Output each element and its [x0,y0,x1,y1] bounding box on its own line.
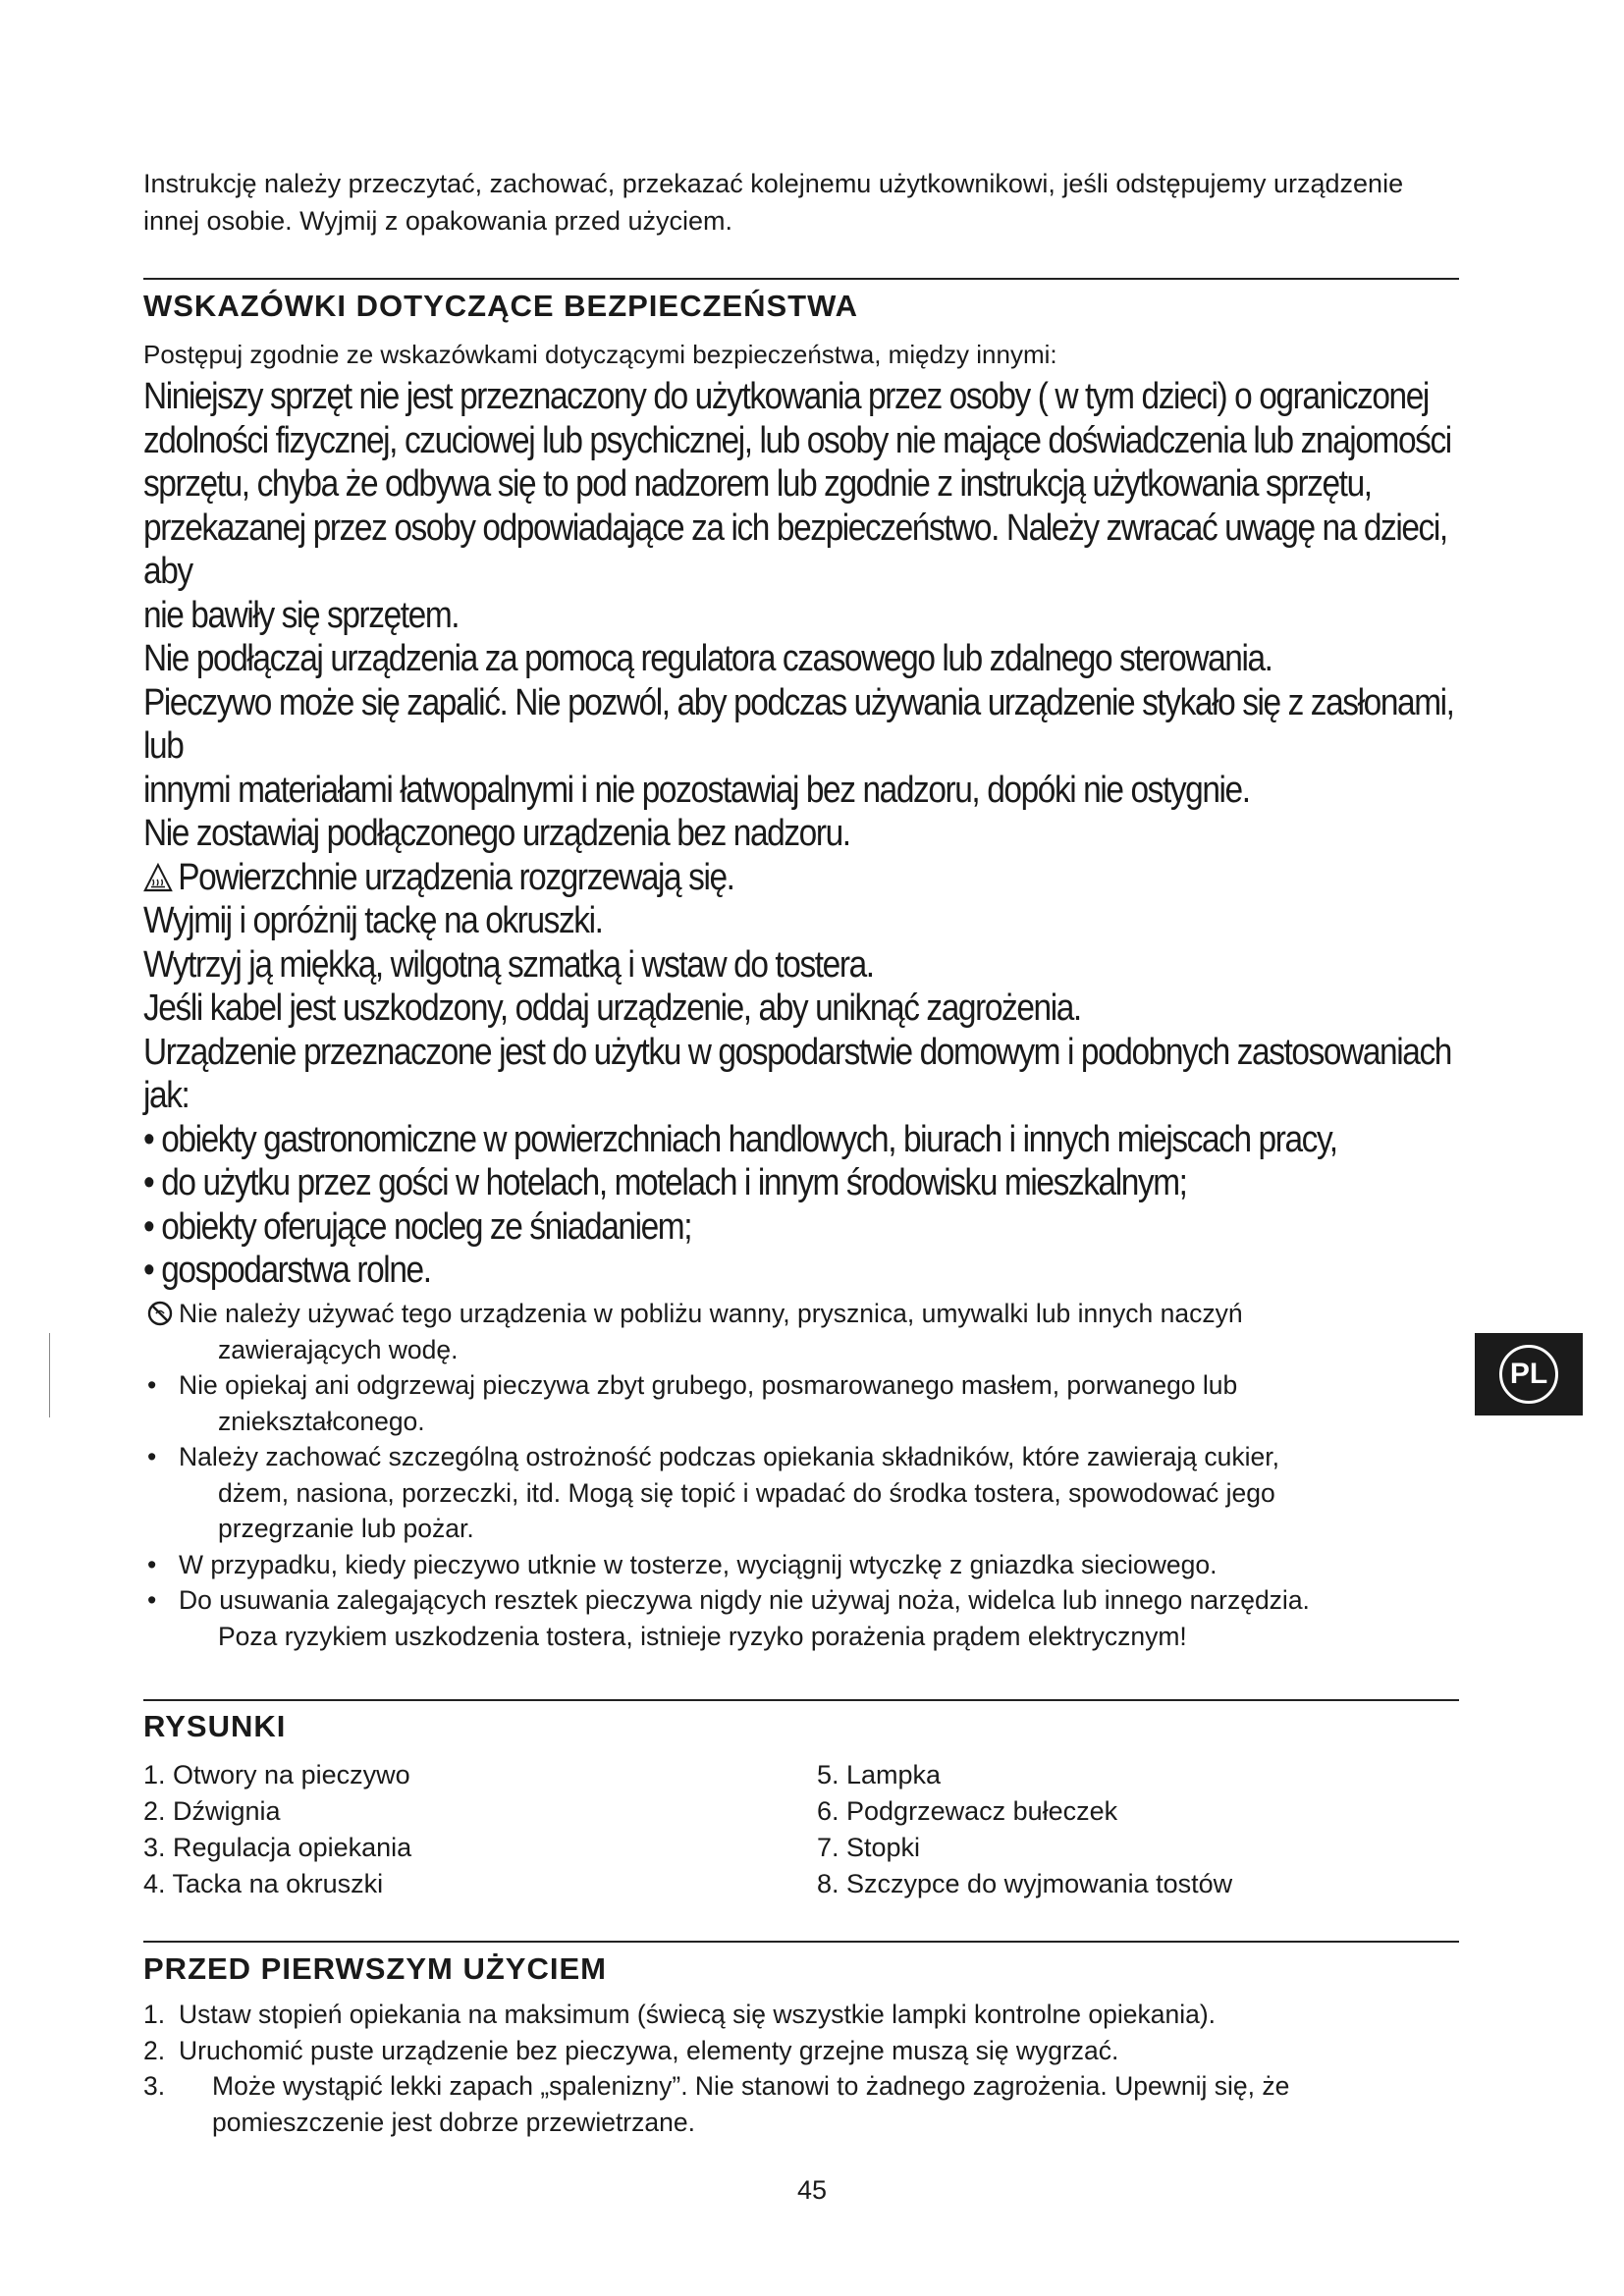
usage-bullet-text: obiekty gastronomiczne w powierzchniach handlowych, biurach i innych miejscach pracy, [161,1118,1337,1160]
water-warning-text: Nie należy używać tego urządzenia w pobliżu wanny, prysznica, umywalki lub innych naczyń [179,1299,1243,1328]
first-use-item [143,2068,1459,2140]
bullet-dot-icon: • [143,1205,162,1248]
bullet-dot-icon: • [143,1250,162,1291]
safety-line: nie bawiły się sprzętem. [143,594,460,636]
bullet-dot-icon: • [143,1162,162,1203]
figure-item: 3. Regulacja opiekania [143,1833,412,1862]
safety-line: innymi materiałami łatwopalnymi i nie pozostawiaj bez nadzoru, dopóki nie ostygnie. [143,769,1250,811]
item-number: 2. [143,2035,166,2065]
figure-item: 4. Tacka na okruszki [143,1869,384,1898]
safety-line: Wyjmij i opróżnij tackę na okruszki. [143,900,603,941]
usage-bullet-text: obiekty oferujące nocleg ze śniadaniem; [161,1205,692,1248]
list-item-text: Poza ryzykiem uszkodzenia tostera, istnieje ryzyko porażenia prądem elektrycznym! [218,1621,1187,1651]
safety-line: Wytrzyj ją miękką, wilgotną szmatką i wstaw do tostera. [143,943,874,986]
item-text: Ustaw stopień opiekania na maksimum (świecą się wszystkie lampki kontrolne opiekania). [179,2000,1217,2029]
safety-line: sprzętu, chyba że odbywa się to pod nadzorem lub zgodnie z instrukcją użytkowania sprzętu, [143,463,1372,505]
divider [143,1941,1459,1943]
item-text: Może wystąpić lekki zapach „spalenizny”. Nie stanowi to żadnego zagrożenia. Upewnij się, że [212,2071,1290,2101]
page-number: 45 [796,2175,828,2205]
figure-item: 8. Szczypce do wyjmowania tostów [817,1869,1233,1898]
item-number: 3. [143,2071,166,2101]
first-use-list [143,1997,1459,2140]
hot-surface-warning [143,856,1483,900]
safety-line: przekazanej przez osoby odpowiadające za ich bezpieczeństwo. Należy zwracać uwagę na dzieci, aby [143,507,1447,592]
bullet-dot-icon: • [147,1549,157,1579]
usage-bullet-text: do użytku przez gości w hotelach, motelach i innym środowisku mieszkalnym; [161,1162,1187,1203]
intro-text: Instrukcję należy przeczytać, zachować, przekazać kolejnemu użytkownikowi, jeśli odstępujemy urządzenie innej osobie. Wyjmij z opakowania przed użyciem. [143,169,1404,236]
language-badge-label: PL [1499,1345,1558,1404]
bullet-dot-icon: • [147,1585,157,1615]
safety-line: zdolności fizycznej, czuciowej lub psychicznej, lub osoby nie mające doświadczenia lub znajomości [143,419,1451,461]
divider [143,1699,1459,1701]
list-item-text: przegrzanie lub pożar. [218,1514,474,1543]
item-text: Uruchomić puste urządzenie bez pieczywa, elementy grzejne muszą się wygrzać. [179,2035,1119,2065]
language-badge [1475,1333,1583,1415]
list-item [143,1547,1459,1583]
list-item-text: Nie opiekaj ani odgrzewaj pieczywa zbyt grubego, posmarowanego masłem, porwanego lub [179,1370,1238,1400]
usage-bullet [143,1161,1483,1205]
list-item [143,1582,1459,1654]
water-warning-text: zawierających wodę. [218,1334,459,1364]
water-warning [143,1296,1459,1367]
safety-lead: Postępuj zgodnie ze wskazówkami dotyczącymi bezpieczeństwa, między innymi: [143,340,1057,369]
safety-line: Nie podłączaj urządzenia za pomocą regulatora czasowego lub zdalnego sterowania. [143,638,1272,679]
bullet-dot-icon: • [147,1370,157,1400]
figure-item: 6. Podgrzewacz bułeczek [817,1796,1118,1826]
safety-line: Niniejszy sprzęt nie jest przeznaczony do użytkowania przez osoby ( w tym dzieci) o ograniczonej [143,376,1429,417]
bullet-dot-icon: • [147,1442,157,1471]
safety-line: Jeśli kabel jest uszkodzony, oddaj urządzenie, aby uniknąć zagrożenia. [143,988,1081,1029]
bullet-dot-icon: • [143,1118,162,1160]
figure-item: 5. Lampka [817,1760,942,1789]
usage-bullet [143,1118,1483,1162]
first-use-item [143,2033,1459,2069]
figures-column-left [143,1757,817,1902]
hot-surface-text: Powierzchnie urządzenia rozgrzewają się. [178,856,734,898]
list-item-text: Należy zachować szczególną ostrożność podczas opiekania składników, które zawierają cukier, [179,1442,1279,1471]
safety-line: Pieczywo może się zapalić. Nie pozwól, aby podczas używania urządzenie stykało się z zasłonami, lub [143,681,1454,767]
divider [143,278,1459,280]
usage-bullet-text: gospodarstwa rolne. [161,1250,431,1291]
safety-small-list [143,1296,1459,1654]
first-use-item [143,1997,1459,2033]
list-item-text: W przypadku, kiedy pieczywo utknie w tosterze, wyciągnij wtyczkę z gniazdka sieciowego. [179,1549,1218,1579]
item-number: 1. [143,2000,166,2029]
usage-bullet [143,1205,1483,1250]
figures-column-right [817,1757,1232,1902]
hot-surface-warning-icon [143,859,173,888]
safety-instructions [143,375,1483,1293]
usage-bullet [143,1249,1483,1293]
figure-item: 1. Otwory na pieczywo [143,1760,410,1789]
list-item-text: zniekształconego. [218,1406,425,1436]
item-text: pomieszczenie jest dobrze przewietrzane. [212,2107,695,2137]
figures-heading: RYSUNKI [143,1709,287,1743]
list-item [143,1439,1459,1547]
figures-list [143,1757,1459,1902]
no-water-icon [147,1296,173,1332]
safety-line: Urządzenie przeznaczone jest do użytku w gospodarstwie domowym i podobnych zastosowaniach jak: [143,1031,1451,1116]
safety-line: Nie zostawiaj podłączonego urządzenia bez nadzoru. [143,813,850,854]
safety-heading: WSKAZÓWKI DOTYCZĄCE BEZPIECZEŃSTWA [143,289,859,323]
first-use-heading: PRZED PIERWSZYM UŻYCIEM [143,1951,607,1986]
list-item-text: Do usuwania zalegających resztek pieczywa nigdy nie używaj noża, widelca lub innego narzędzia. [179,1585,1310,1615]
list-item-text: dżem, nasiona, porzeczki, itd. Mogą się topić i wpadać do środka tostera, spowodować jego [218,1477,1275,1508]
figure-item: 7. Stopki [817,1833,921,1862]
list-item [143,1367,1459,1439]
figure-item: 2. Dźwignia [143,1796,281,1826]
margin-mark [49,1333,50,1417]
